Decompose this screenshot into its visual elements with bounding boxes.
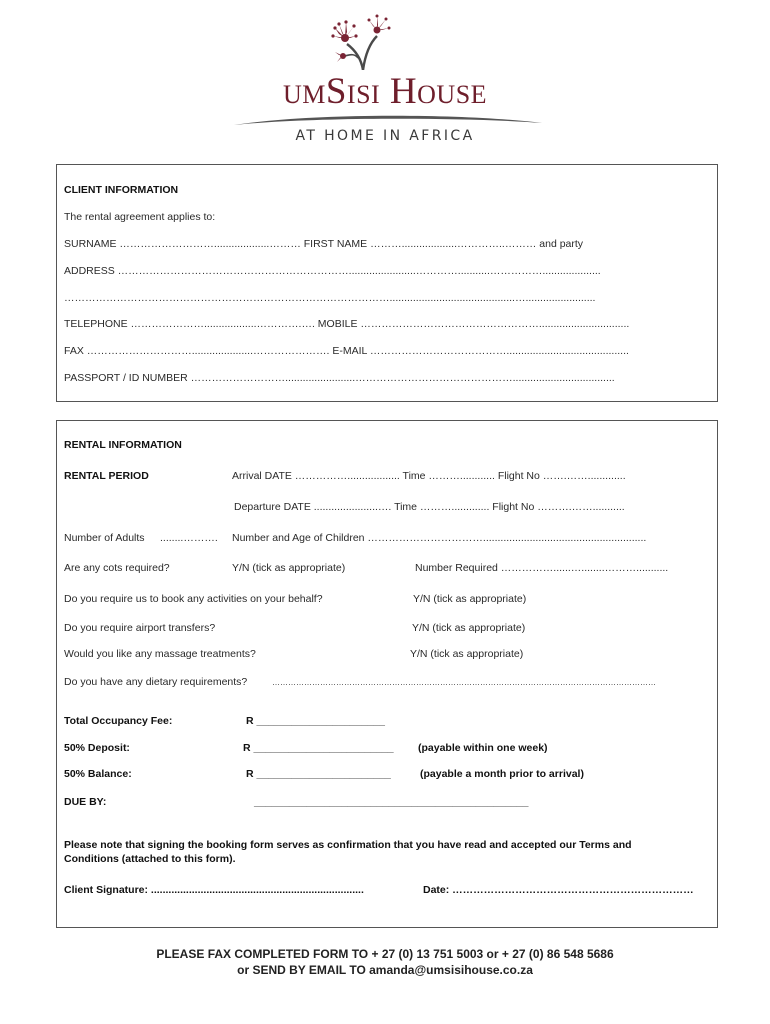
cots-question: Are any cots required? [64, 562, 170, 574]
dietary-question: Do you have any dietary requirements? [64, 676, 248, 688]
fax-instructions: PLEASE FAX COMPLETED FORM TO + 27 (0) 13 751 5003 or + 27 (0) 86 548 5686 [156, 947, 614, 961]
brand-name: umSisi House [282, 71, 488, 112]
address-field[interactable]: ADDRESS ………………………………………………………….......................…………...........…………….................... [64, 265, 601, 277]
email-instructions: or SEND BY EMAIL TO amanda@umsisihouse.co.za [237, 963, 533, 977]
departure-field[interactable]: Departure DATE ......................…. Time ………............. Flight No ……….……........... [234, 501, 625, 513]
passport-field[interactable]: PASSPORT / ID NUMBER ………………………........................………………………………………................................... [64, 372, 615, 384]
activities-question: Do you require us to book any activities on your behalf? [64, 593, 323, 605]
client-signature-field[interactable]: Client Signature: ......................................................................... [64, 884, 364, 896]
dietary-field[interactable]: ……………………………………………………………………………………………………………………………… [272, 678, 656, 687]
fax-field[interactable]: FAX ………………………….....................…………………. E-MAIL ………………………………….......................................... [64, 345, 629, 357]
adults-field[interactable]: ........………. [160, 532, 218, 544]
due-by-label: DUE BY: [64, 796, 107, 808]
balance-label: 50% Balance: [64, 768, 132, 780]
logo-swoosh [232, 111, 544, 127]
balance-note: (payable a month prior to arrival) [420, 768, 584, 780]
flower-tree-icon [325, 14, 395, 70]
rental-period-label: RENTAL PERIOD [64, 470, 149, 482]
brand-tagline: AT HOME IN AFRICA [295, 128, 475, 144]
rental-information-section [56, 420, 718, 928]
terms-note-line2: Conditions (attached to this form). [64, 853, 236, 865]
adults-label: Number of Adults [64, 532, 145, 544]
due-by-field[interactable]: _______________________________________________ [254, 796, 529, 808]
activities-yn[interactable]: Y/N (tick as appropriate) [413, 593, 527, 605]
cots-number-field[interactable]: Number Required ……………......…........………........... [415, 562, 669, 574]
rental-heading: RENTAL INFORMATION [64, 439, 182, 451]
cots-yn[interactable]: Y/N (tick as appropriate) [232, 562, 346, 574]
logo [0, 0, 770, 160]
children-field[interactable]: Number and Age of Children ……………………………........................................................ [232, 532, 647, 544]
terms-note-line1: Please note that signing the booking form serves as confirmation that you have read and accepted our Terms and [64, 839, 632, 851]
massage-question: Would you like any massage treatments? [64, 648, 256, 660]
telephone-field[interactable]: TELEPHONE …………………..................………….…. MOBILE ……………………………………………............................... [64, 318, 630, 330]
client-heading: CLIENT INFORMATION [64, 184, 179, 196]
date-field[interactable]: Date: …………………………………………………………… [423, 884, 694, 896]
deposit-field[interactable]: R ________________________ [243, 742, 394, 754]
address-field-line2[interactable]: …………………………………………………………………………………...........................................…........................ [64, 292, 596, 304]
deposit-note: (payable within one week) [418, 742, 548, 754]
transfers-question: Do you require airport transfers? [64, 622, 216, 634]
balance-field[interactable]: R _______________________ [246, 768, 391, 780]
total-fee-label: Total Occupancy Fee: [64, 715, 173, 727]
transfers-yn[interactable]: Y/N (tick as appropriate) [412, 622, 526, 634]
total-fee-field[interactable]: R ______________________ [246, 715, 385, 727]
arrival-field[interactable]: Arrival DATE …………….................. Time ………............ Flight No …….……............. [232, 470, 626, 482]
deposit-label: 50% Deposit: [64, 742, 130, 754]
surname-field[interactable]: SURNAME ………………………...................……… FIRST NAME ………...................…………..……… and party [64, 238, 584, 250]
client-information-section [56, 164, 718, 402]
client-intro: The rental agreement applies to: [64, 211, 216, 223]
massage-yn[interactable]: Y/N (tick as appropriate) [410, 648, 524, 660]
